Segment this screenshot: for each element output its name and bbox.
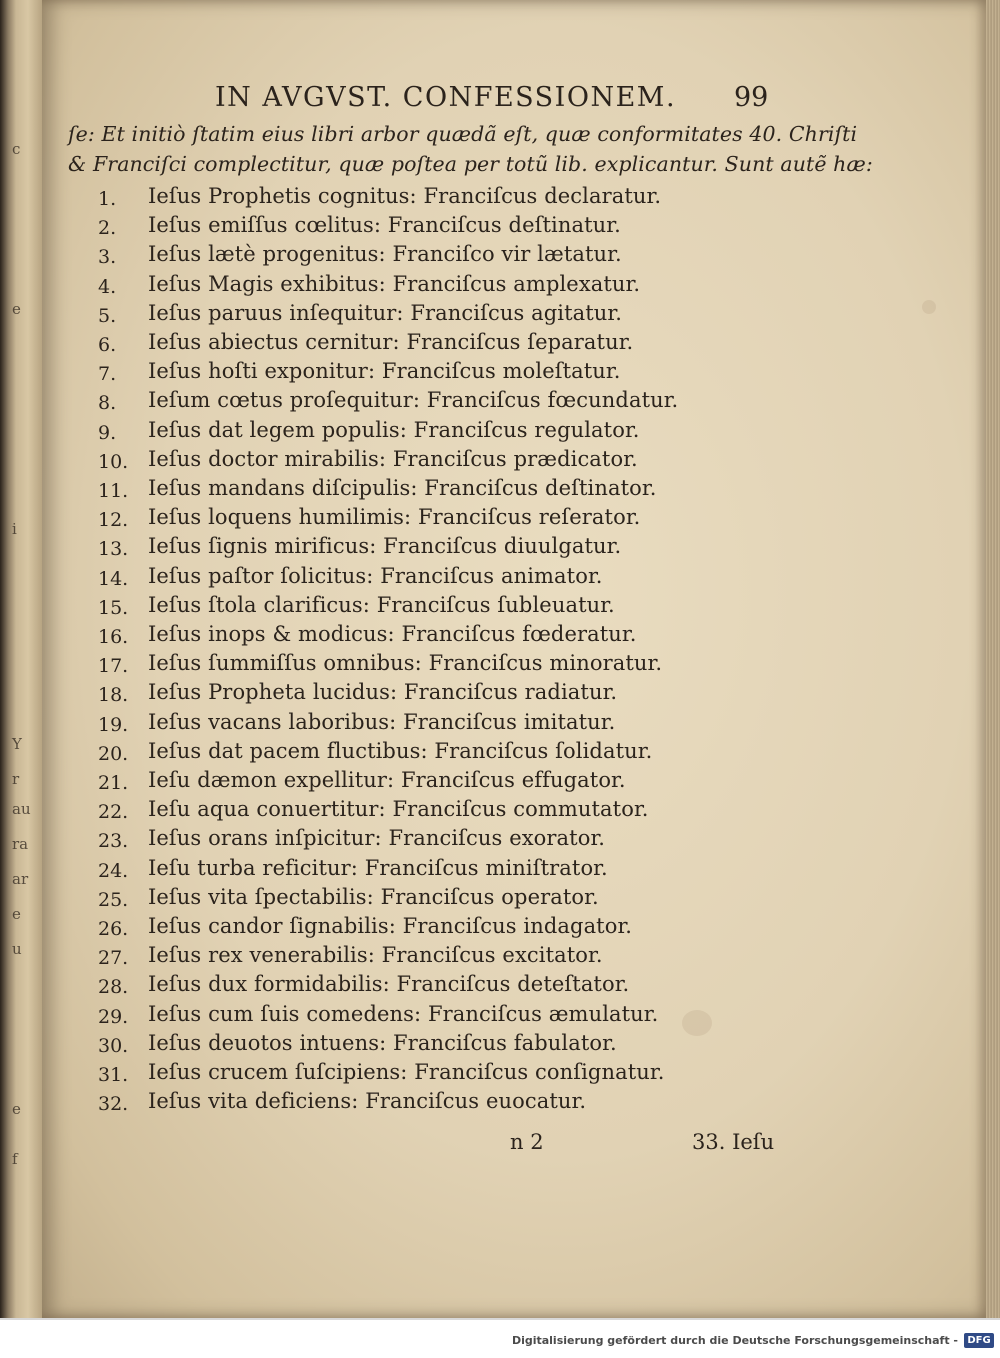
item-text: Ieſus ſignis mirificus: Franciſcus diuulgatur. <box>148 534 622 559</box>
list-item <box>42 797 942 826</box>
dfg-logo: DFG <box>964 1333 994 1348</box>
item-text: Ieſus dux formidabilis: Franciſcus deteſtator. <box>148 972 630 997</box>
list-item <box>42 213 942 242</box>
item-number: 31. <box>98 1064 129 1086</box>
list-item <box>42 1031 942 1060</box>
item-text: Ieſus ſtola clarificus: Franciſcus ſubleuatur. <box>148 592 615 617</box>
item-number: 25. <box>98 888 129 911</box>
item-text: Ieſus paruus inſequitur: Franciſcus agitatur. <box>148 300 623 325</box>
item-number: 15. <box>98 596 129 619</box>
item-number: 3. <box>98 246 117 269</box>
item-number: 21. <box>98 772 129 794</box>
item-text: Ieſus vita deficiens: Franciſcus euocatur. <box>148 1089 587 1114</box>
page-number: 99 <box>734 82 769 113</box>
list-item <box>42 272 942 301</box>
facing-page-edge: c e i Y r au ra ar e u e f <box>0 0 42 1318</box>
list-item <box>42 1002 942 1031</box>
item-number: 11. <box>98 480 129 502</box>
list-item <box>42 593 942 622</box>
item-text: Ieſu turba reficitur: Franciſcus miniſtrator. <box>148 855 608 880</box>
list-item <box>42 184 942 213</box>
list-item <box>42 651 942 680</box>
list-item <box>42 476 942 505</box>
item-number: 18. <box>98 684 129 707</box>
item-number: 9. <box>98 421 117 444</box>
list-item <box>42 856 942 885</box>
item-number: 24. <box>98 859 129 882</box>
item-number: 12. <box>98 509 129 532</box>
item-number: 26. <box>98 918 129 940</box>
item-number: 22. <box>98 801 129 824</box>
list-item <box>42 710 942 739</box>
item-number: 2. <box>98 217 117 240</box>
running-head: IN AVGVST. CONFESSIONEM. <box>215 82 677 113</box>
item-text: Ieſus Prophetis cognitus: Franciſcus declaratur. <box>148 184 662 208</box>
list-item <box>42 359 942 388</box>
item-text: Ieſus crucem ſuſcipiens: Franciſcus conſignatur. <box>148 1060 665 1084</box>
list-item <box>42 768 942 797</box>
item-text: Ieſus orans inſpicitur: Franciſcus exorator. <box>148 826 606 851</box>
intro-line: & Franciſci complectitur, quæ poſtea per totũ lib. explicantur. Sunt autẽ hæ: <box>68 152 873 176</box>
list-item <box>42 418 942 447</box>
item-text: Ieſus dat legem populis: Franciſcus regulator. <box>148 417 640 442</box>
intro-line: ſe: Et initiò ſtatim eius libri arbor quædã eſt, quæ conformitates 40. Chriſti <box>68 122 858 146</box>
list-item <box>42 1089 942 1118</box>
item-text: Ieſus inops & modicus: Franciſcus fœderatur. <box>148 622 637 646</box>
item-number: 32. <box>98 1093 129 1116</box>
item-number: 6. <box>98 334 117 356</box>
item-text: Ieſus lætè progenitus: Franciſco vir lætatur. <box>148 242 622 267</box>
list-item <box>42 914 942 943</box>
item-text: Ieſu dæmon expellitur: Franciſcus effugator. <box>148 768 626 792</box>
item-text: Ieſus ſummiſſus omnibus: Franciſcus minoratur. <box>148 651 663 676</box>
funding-credit: Digitalisierung gefördert durch die Deutsche Forschungsgemeinschaft - <box>511 1334 958 1347</box>
list-item <box>42 505 942 534</box>
list-item <box>42 1060 942 1089</box>
item-text: Ieſus hoſti exponitur: Franciſcus moleſtatur. <box>148 359 621 384</box>
item-text: Ieſus paſtor ſolicitus: Franciſcus animator. <box>148 563 603 588</box>
item-text: Ieſus Magis exhibitus: Franciſcus amplexatur. <box>148 271 641 296</box>
item-number: 20. <box>98 742 129 765</box>
item-text: Ieſus Propheta lucidus: Franciſcus radiatur. <box>148 680 618 705</box>
item-text: Ieſus doctor mirabilis: Franciſcus prædicator. <box>148 446 638 471</box>
list-item <box>42 301 942 330</box>
list-item <box>42 447 942 476</box>
item-number: 30. <box>98 1034 129 1057</box>
item-text: Ieſus dat pacem fluctibus: Franciſcus ſolidatur. <box>148 738 653 763</box>
item-number: 14. <box>98 567 129 590</box>
item-text: Ieſus rex venerabilis: Franciſcus excitator. <box>148 943 603 968</box>
item-text: Ieſu aqua conuertitur: Franciſcus commutator. <box>148 797 649 822</box>
item-text: Ieſum cœtus proſequitur: Franciſcus fœcundatur. <box>148 388 679 413</box>
item-number: 1. <box>98 188 117 210</box>
list-item <box>42 943 942 972</box>
item-number: 7. <box>98 363 117 386</box>
item-number: 23. <box>98 830 129 853</box>
item-text: Ieſus mandans diſcipulis: Franciſcus deſtinator. <box>148 476 657 500</box>
list-item <box>42 564 942 593</box>
item-number: 28. <box>98 976 129 999</box>
list-item <box>42 972 942 1001</box>
item-number: 19. <box>98 713 129 736</box>
list-item <box>42 739 942 768</box>
list-item <box>42 330 942 359</box>
item-number: 17. <box>98 655 129 678</box>
list-item <box>42 885 942 914</box>
list-item <box>42 680 942 709</box>
list-item <box>42 622 942 651</box>
item-number: 29. <box>98 1005 129 1028</box>
item-text: Ieſus loquens humilimis: Franciſcus reſerator. <box>148 505 641 530</box>
book-page <box>42 0 986 1318</box>
item-number: 10. <box>98 450 129 473</box>
list-item <box>42 388 942 417</box>
list-item <box>42 826 942 855</box>
list-item <box>42 534 942 563</box>
item-text: Ieſus candor ſignabilis: Franciſcus indagator. <box>148 914 633 938</box>
item-text: Ieſus deuotos intuens: Franciſcus fabulator. <box>148 1030 617 1055</box>
item-text: Ieſus emiſſus cœlitus: Franciſcus deſtinatur. <box>148 213 621 238</box>
item-text: Ieſus cum ſuis comedens: Franciſcus æmulatur. <box>148 1001 659 1026</box>
item-number: 4. <box>98 275 117 298</box>
signature-mark: n 2 <box>510 1130 544 1154</box>
item-number: 5. <box>98 304 117 327</box>
item-number: 16. <box>98 626 129 648</box>
item-text: Ieſus abiectus cernitur: Franciſcus ſeparatur. <box>148 330 634 354</box>
item-text: Ieſus vacans laboribus: Franciſcus imitatur. <box>148 709 616 734</box>
page-block-edge <box>986 0 1000 1318</box>
catchword: 33. Ieſu <box>692 1130 775 1154</box>
item-number: 8. <box>98 392 117 415</box>
digitization-footer <box>0 1318 1000 1358</box>
item-number: 27. <box>98 947 129 970</box>
list-item <box>42 242 942 271</box>
item-text: Ieſus vita ſpectabilis: Franciſcus operator. <box>148 884 599 909</box>
item-number: 13. <box>98 538 129 561</box>
